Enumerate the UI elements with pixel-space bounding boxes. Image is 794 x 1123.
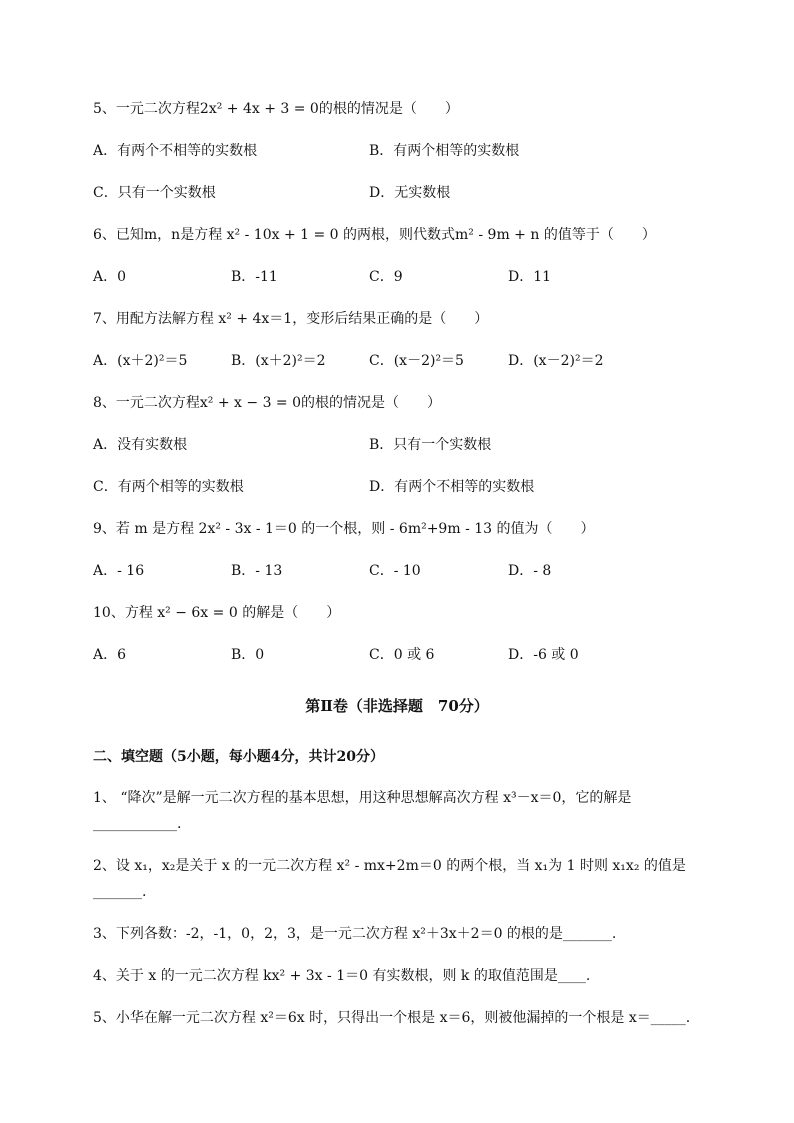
fill-question-5: 5、小华在解一元二次方程 x²＝6x 时，只得出一个根是 x＝6，则被他漏掉的一个根是 x＝_____. — [93, 1010, 691, 1026]
question-10-option-c: C．0 或 6 — [369, 647, 435, 663]
question-7-option-b: B．(x＋2)²＝2 — [231, 353, 326, 369]
question-10-option-b: B．0 — [231, 647, 265, 663]
question-6-option-c: C．9 — [369, 269, 403, 285]
question-5-option-d: D．无实数根 — [369, 185, 451, 201]
question-5-option-a: A．有两个不相等的实数根 — [93, 143, 258, 159]
question-7-stem: 7、用配方法解方程 x² + 4x＝1，变形后结果正确的是（ ） — [93, 311, 489, 327]
question-9-option-c: C．- 10 — [369, 563, 421, 579]
section-2-subtitle: 二、填空题（5小题，每小题4分，共计20分） — [93, 749, 384, 765]
section-2-title: 第Ⅱ卷（非选择题 70分） — [305, 697, 489, 715]
question-9-option-d: D．- 8 — [508, 563, 552, 579]
fill-question-2-line-1: 2、设 x₁，x₂是关于 x 的一元二次方程 x² - mx+2m＝0 的两个根，当 x₁为 1 时则 x₁x₂ 的值是 — [93, 858, 686, 874]
question-6-option-b: B．-11 — [231, 269, 278, 285]
question-10-option-a: A．6 — [93, 647, 127, 663]
question-8-option-a: A．没有实数根 — [93, 437, 188, 453]
question-8-option-d: D．有两个不相等的实数根 — [369, 479, 535, 495]
fill-question-3: 3、下列各数：-2，-1，0，2，3，是一元二次方程 x²＋3x＋2＝0 的根的是_______. — [93, 926, 617, 942]
fill-question-4: 4、关于 x 的一元二次方程 kx² + 3x - 1＝0 有实数根，则 k 的取值范围是____. — [93, 968, 591, 984]
question-5-stem: 5、一元二次方程2x² + 4x + 3 = 0的根的情况是（ ） — [93, 101, 459, 117]
fill-question-2-line-2: _______. — [93, 884, 147, 900]
question-6-option-d: D．11 — [508, 269, 552, 285]
question-6-option-a: A．0 — [93, 269, 127, 285]
question-10-stem: 10、方程 x² − 6x = 0 的解是（ ） — [93, 605, 341, 621]
question-8-option-c: C．有两个相等的实数根 — [93, 479, 244, 495]
question-7-option-d: D．(x－2)²＝2 — [508, 353, 604, 369]
question-5-option-c: C．只有一个实数根 — [93, 185, 216, 201]
question-8-stem: 8、一元二次方程x² + x − 3 = 0的根的情况是（ ） — [93, 395, 442, 411]
question-9-option-a: A．- 16 — [93, 563, 145, 579]
question-5-option-b: B．有两个相等的实数根 — [369, 143, 520, 159]
question-7-option-c: C．(x－2)²＝5 — [369, 353, 464, 369]
question-9-stem: 9、若 m 是方程 2x² - 3x - 1＝0 的一个根，则 - 6m²+9m - 13 的值为（ ） — [93, 521, 595, 537]
question-8-option-b: B．只有一个实数根 — [369, 437, 492, 453]
fill-question-1-line-1: 1、 “降次”是解一元二次方程的基本思想，用这种思想解高次方程 x³－x＝0，它的解是 — [93, 790, 632, 806]
question-9-option-b: B．- 13 — [231, 563, 283, 579]
question-10-option-d: D．-6 或 0 — [508, 647, 579, 663]
fill-question-1-line-2: ____________. — [93, 816, 182, 832]
question-6-stem: 6、已知m，n是方程 x² - 10x + 1 = 0 的两根，则代数式m² - 9m + n 的值等于（ ） — [93, 227, 656, 243]
question-7-option-a: A．(x＋2)²＝5 — [93, 353, 188, 369]
